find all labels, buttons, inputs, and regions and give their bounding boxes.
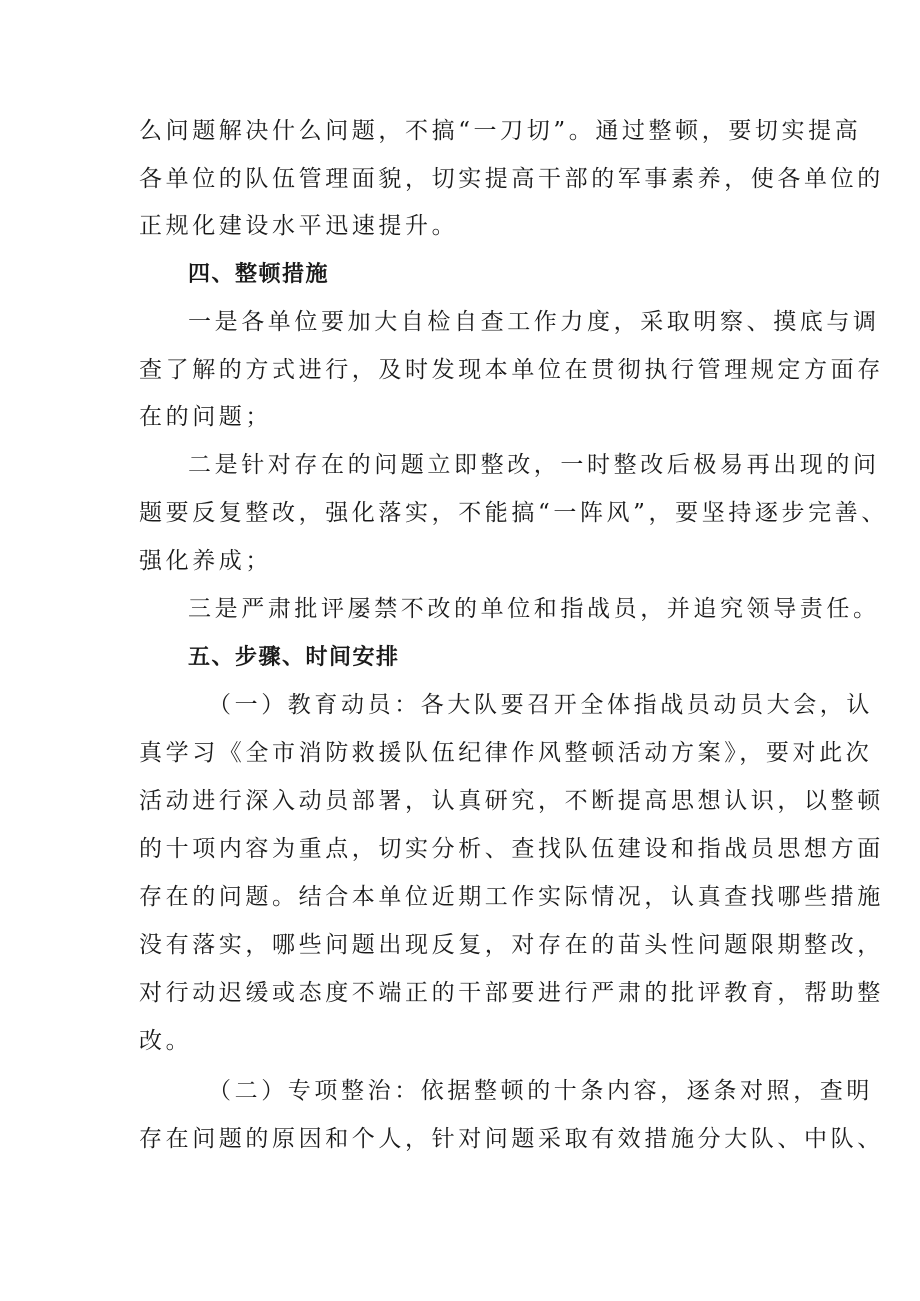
body-text-line: 二是针对存在的问题立即整改，一时整改后极易再出现的问 bbox=[188, 452, 880, 478]
body-text-line: 三是严肃批评屡禁不改的单位和指战员，并追究领导责任。 bbox=[188, 596, 880, 622]
body-text-line: （二）专项整治：依据整顿的十条内容，逐条对照，查明 bbox=[208, 1078, 873, 1104]
body-text-line: 查了解的方式进行，及时发现本单位在贯彻执行管理规定方面存 bbox=[139, 357, 884, 383]
section-heading-steps: 五、步骤、时间安排 bbox=[188, 645, 400, 670]
body-text-line: 一是各单位要加大自检自查工作力度，采取明察、摸底与调 bbox=[188, 309, 880, 335]
body-text-line: 题要反复整改，强化落实，不能搞“一阵风”，要坚持逐步完善、 bbox=[139, 500, 888, 526]
body-text-line: 改。 bbox=[139, 1028, 193, 1054]
body-text-line: 真学习《全市消防救援队伍纪律作风整顿活动方案》，要对此次 bbox=[139, 740, 873, 766]
body-text-line: 对行动迟缓或态度不端正的干部要进行严肃的批评教育，帮助整 bbox=[139, 980, 884, 1006]
body-text-line: 存在问题的原因和个人，针对问题采取有效措施分大队、中队、 bbox=[139, 1126, 884, 1152]
body-text-line: 正规化建设水平迅速提升。 bbox=[139, 213, 459, 239]
body-text-line: 各单位的队伍管理面貌，切实提高干部的军事素养，使各单位的 bbox=[139, 166, 884, 192]
body-text-line: （一）教育动员：各大队要召开全体指战员动员大会，认 bbox=[208, 692, 873, 718]
body-text-line: 强化养成； bbox=[139, 548, 272, 574]
body-text-line: 么问题解决什么问题，不搞“一刀切”。通过整顿，要切实提高 bbox=[139, 118, 862, 144]
body-text-line: 活动进行深入动员部署，认真研究，不断提高思想认识，以整顿 bbox=[139, 788, 884, 814]
body-text-line: 存在的问题。结合本单位近期工作实际情况，认真查找哪些措施 bbox=[139, 884, 884, 910]
body-text-line: 的十项内容为重点，切实分析、查找队伍建设和指战员思想方面 bbox=[139, 836, 884, 862]
section-heading-measures: 四、整顿措施 bbox=[188, 262, 330, 287]
body-text-line: 在的问题； bbox=[139, 404, 272, 430]
body-text-line: 没有落实，哪些问题出现反复，对存在的苗头性问题限期整改， bbox=[139, 932, 884, 958]
